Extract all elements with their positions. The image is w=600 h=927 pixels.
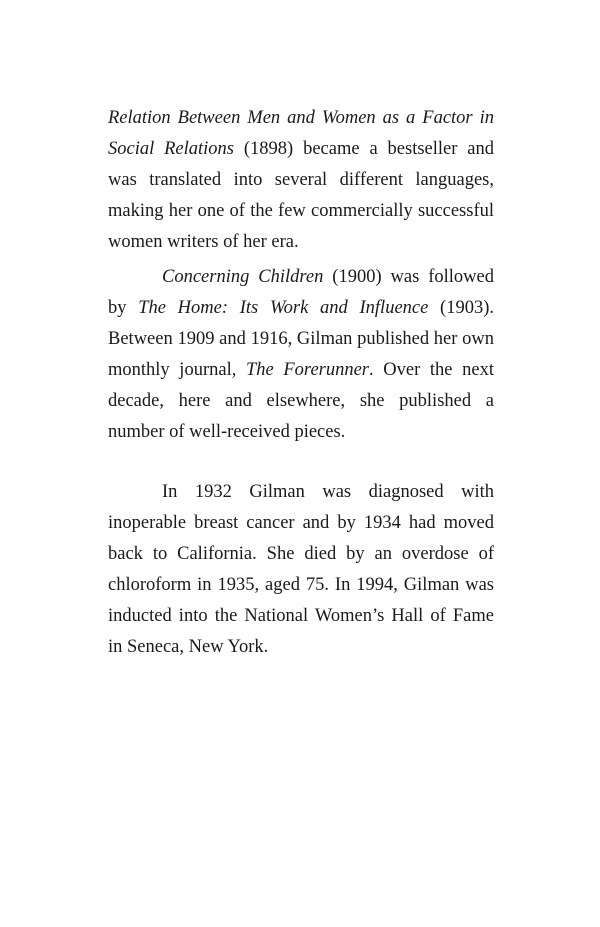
paragraph-3-text: In 1932 Gilman was diagnosed with inoperable breast cancer and by 1934 had moved back to California. She died by an overdose of chloroform in 1935, aged 75. In 1994, Gilman was inducted into the National Women’s Hall of Fame in Seneca, New York.	[108, 482, 494, 657]
book-title-the-home: The Home: Its Work and Influence	[138, 298, 429, 318]
book-title-relation: Relation Between Men and Women as a Factor in Social Relations	[108, 108, 494, 159]
book-title-concerning-children: Concerning Children	[162, 267, 324, 287]
paragraph-2-text-c: . Over the next decade, here and elsewhere, she published a number of well-received pieces.	[108, 360, 494, 442]
paragraph-2-text-a: (1900) was followed by	[108, 267, 494, 318]
journal-title-forerunner: The Forerunner	[245, 360, 370, 380]
paragraph-2	[108, 262, 494, 448]
paragraph-1-text: (1898) became a bestseller and was translated into several different languages, making her one of the few commercially successful women writers of her era.	[108, 139, 495, 252]
body-text	[108, 103, 494, 663]
paragraph-3	[108, 477, 494, 663]
paragraph-2-text-b: (1903). Between 1909 and 1916, Gilman published her own monthly journal,	[108, 298, 495, 380]
paragraph-1	[108, 103, 494, 258]
